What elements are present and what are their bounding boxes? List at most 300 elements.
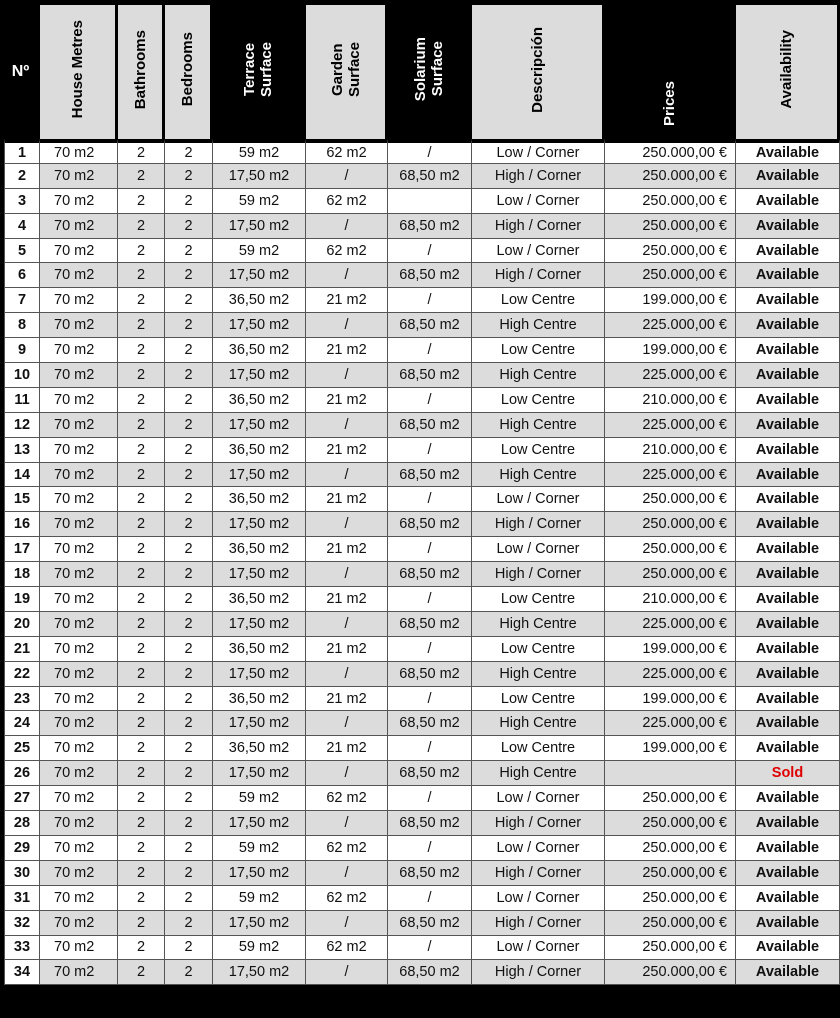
cell-availability: Available [736,338,840,363]
cell-number: 3 [4,189,40,214]
cell-house-metres: 70 m2 [40,463,118,488]
cell-house-metres: 70 m2 [40,438,118,463]
cell-garden-surface: / [306,911,388,936]
cell-house-metres: 70 m2 [40,736,118,761]
cell-garden-surface: 21 m2 [306,438,388,463]
cell-bedrooms: 2 [165,911,213,936]
cell-terrace-surface: 36,50 m2 [213,487,306,512]
table-row [4,761,840,786]
cell-descripcion: High Centre [472,711,605,736]
cell-solarium-surface: / [388,786,472,811]
table-header [4,5,840,139]
cell-availability: Available [736,537,840,562]
cell-solarium-surface: / [388,936,472,961]
cell-bedrooms: 2 [165,662,213,687]
cell-price: 210.000,00 € [605,388,736,413]
cell-bathrooms: 2 [118,288,165,313]
cell-bedrooms: 2 [165,288,213,313]
cell-garden-surface: 21 m2 [306,288,388,313]
cell-price: 250.000,00 € [605,836,736,861]
cell-terrace-surface: 17,50 m2 [213,911,306,936]
cell-descripcion: High / Corner [472,214,605,239]
cell-availability: Available [736,811,840,836]
cell-descripcion: Low Centre [472,736,605,761]
table-row [4,288,840,313]
cell-terrace-surface: 36,50 m2 [213,587,306,612]
cell-terrace-surface: 17,50 m2 [213,463,306,488]
cell-solarium-surface: 68,50 m2 [388,214,472,239]
cell-bedrooms: 2 [165,512,213,537]
cell-solarium-surface: / [388,288,472,313]
cell-price: 225.000,00 € [605,413,736,438]
table-row [4,463,840,488]
cell-number: 7 [4,288,40,313]
cell-number: 20 [4,612,40,637]
cell-garden-surface: / [306,512,388,537]
cell-bedrooms: 2 [165,313,213,338]
cell-house-metres: 70 m2 [40,936,118,961]
cell-bedrooms: 2 [165,263,213,288]
cell-price: 225.000,00 € [605,612,736,637]
cell-availability: Available [736,139,840,164]
cell-terrace-surface: 17,50 m2 [213,861,306,886]
cell-descripcion: Low / Corner [472,886,605,911]
cell-availability: Available [736,512,840,537]
cell-bedrooms: 2 [165,761,213,786]
cell-number: 1 [4,139,40,164]
cell-number: 12 [4,413,40,438]
cell-garden-surface: 62 m2 [306,189,388,214]
cell-number: 10 [4,363,40,388]
cell-terrace-surface: 17,50 m2 [213,164,306,189]
cell-terrace-surface: 59 m2 [213,886,306,911]
cell-number: 28 [4,811,40,836]
cell-number: 6 [4,263,40,288]
cell-descripcion: Low / Corner [472,139,605,164]
cell-garden-surface: 62 m2 [306,886,388,911]
cell-bathrooms: 2 [118,313,165,338]
table-row [4,338,840,363]
cell-garden-surface: 21 m2 [306,687,388,712]
cell-bathrooms: 2 [118,562,165,587]
cell-solarium-surface: 68,50 m2 [388,562,472,587]
cell-garden-surface: / [306,214,388,239]
table-row [4,363,840,388]
cell-price: 210.000,00 € [605,587,736,612]
cell-bedrooms: 2 [165,363,213,388]
cell-price: 250.000,00 € [605,936,736,961]
cell-solarium-surface: / [388,687,472,712]
cell-terrace-surface: 17,50 m2 [213,413,306,438]
cell-bedrooms: 2 [165,612,213,637]
cell-descripcion: Low Centre [472,438,605,463]
cell-availability: Available [736,214,840,239]
cell-price: 250.000,00 € [605,911,736,936]
cell-terrace-surface: 17,50 m2 [213,512,306,537]
cell-bathrooms: 2 [118,413,165,438]
cell-number: 22 [4,662,40,687]
cell-house-metres: 70 m2 [40,687,118,712]
cell-bathrooms: 2 [118,388,165,413]
header-bedrooms [165,5,213,139]
cell-garden-surface: 62 m2 [306,836,388,861]
header-bedrooms-label: Bedrooms [179,32,196,107]
cell-house-metres: 70 m2 [40,861,118,886]
cell-bedrooms: 2 [165,239,213,264]
cell-solarium-surface: / [388,886,472,911]
cell-solarium-surface: / [388,388,472,413]
cell-garden-surface: / [306,662,388,687]
cell-terrace-surface: 59 m2 [213,239,306,264]
cell-house-metres: 70 m2 [40,886,118,911]
cell-bathrooms: 2 [118,960,165,985]
cell-solarium-surface: / [388,239,472,264]
cell-solarium-surface: 68,50 m2 [388,960,472,985]
cell-availability: Available [736,886,840,911]
cell-descripcion: Low / Corner [472,239,605,264]
cell-availability: Available [736,960,840,985]
cell-price: 210.000,00 € [605,438,736,463]
cell-bathrooms: 2 [118,239,165,264]
cell-number: 14 [4,463,40,488]
cell-bathrooms: 2 [118,886,165,911]
table-row [4,487,840,512]
cell-terrace-surface: 17,50 m2 [213,313,306,338]
cell-price: 225.000,00 € [605,363,736,388]
cell-house-metres: 70 m2 [40,239,118,264]
header-garden-surface [306,5,388,139]
cell-availability: Available [736,612,840,637]
cell-bedrooms: 2 [165,936,213,961]
header-house-metres-label: House Metres [69,20,86,119]
cell-house-metres: 70 m2 [40,487,118,512]
cell-descripcion: Low Centre [472,687,605,712]
cell-bedrooms: 2 [165,687,213,712]
cell-price: 250.000,00 € [605,214,736,239]
cell-house-metres: 70 m2 [40,960,118,985]
cell-terrace-surface: 17,50 m2 [213,811,306,836]
cell-garden-surface: / [306,164,388,189]
cell-garden-surface: / [306,463,388,488]
table-row [4,960,840,985]
cell-garden-surface: / [306,263,388,288]
table-row [4,587,840,612]
cell-number: 15 [4,487,40,512]
cell-bathrooms: 2 [118,637,165,662]
cell-number: 21 [4,637,40,662]
cell-bedrooms: 2 [165,960,213,985]
header-bathrooms [118,5,165,139]
cell-availability: Available [736,687,840,712]
cell-bedrooms: 2 [165,214,213,239]
cell-garden-surface: / [306,811,388,836]
cell-descripcion: High Centre [472,761,605,786]
cell-bathrooms: 2 [118,164,165,189]
header-house-metres [40,5,118,139]
cell-number: 4 [4,214,40,239]
cell-garden-surface: / [306,562,388,587]
cell-price: 250.000,00 € [605,189,736,214]
cell-house-metres: 70 m2 [40,612,118,637]
cell-bathrooms: 2 [118,662,165,687]
table-row [4,911,840,936]
cell-price: 250.000,00 € [605,861,736,886]
table-row [4,214,840,239]
cell-price: 250.000,00 € [605,263,736,288]
table-row [4,139,840,164]
cell-price: 199.000,00 € [605,637,736,662]
cell-availability: Available [736,463,840,488]
cell-price: 250.000,00 € [605,239,736,264]
cell-house-metres: 70 m2 [40,363,118,388]
cell-descripcion: High / Corner [472,562,605,587]
cell-price: 250.000,00 € [605,886,736,911]
cell-descripcion: High Centre [472,313,605,338]
cell-descripcion: High Centre [472,463,605,488]
cell-bathrooms: 2 [118,761,165,786]
cell-bathrooms: 2 [118,612,165,637]
cell-price: 199.000,00 € [605,288,736,313]
header-garden-surface-label: Garden Surface [328,41,363,98]
cell-number: 32 [4,911,40,936]
cell-bedrooms: 2 [165,587,213,612]
cell-solarium-surface: 68,50 m2 [388,512,472,537]
cell-bathrooms: 2 [118,338,165,363]
cell-house-metres: 70 m2 [40,214,118,239]
cell-price: 199.000,00 € [605,338,736,363]
cell-number: 24 [4,711,40,736]
cell-descripcion: High Centre [472,662,605,687]
cell-availability: Available [736,836,840,861]
availability-table [4,5,840,985]
cell-number: 8 [4,313,40,338]
table-row [4,662,840,687]
cell-garden-surface: / [306,313,388,338]
cell-terrace-surface: 59 m2 [213,139,306,164]
cell-availability: Available [736,911,840,936]
cell-availability: Available [736,388,840,413]
cell-bedrooms: 2 [165,736,213,761]
cell-terrace-surface: 17,50 m2 [213,960,306,985]
cell-descripcion: Low Centre [472,637,605,662]
cell-descripcion: High Centre [472,612,605,637]
cell-garden-surface: 21 m2 [306,338,388,363]
cell-house-metres: 70 m2 [40,637,118,662]
cell-price: 225.000,00 € [605,463,736,488]
cell-number: 17 [4,537,40,562]
cell-bathrooms: 2 [118,936,165,961]
cell-bedrooms: 2 [165,388,213,413]
cell-house-metres: 70 m2 [40,263,118,288]
cell-terrace-surface: 36,50 m2 [213,438,306,463]
cell-descripcion: Low / Corner [472,537,605,562]
cell-terrace-surface: 36,50 m2 [213,537,306,562]
cell-garden-surface: 21 m2 [306,637,388,662]
table-row [4,637,840,662]
table-row [4,164,840,189]
cell-bathrooms: 2 [118,736,165,761]
cell-solarium-surface [388,189,472,214]
cell-garden-surface: / [306,960,388,985]
cell-bathrooms: 2 [118,811,165,836]
cell-availability: Available [736,239,840,264]
cell-bedrooms: 2 [165,189,213,214]
cell-availability: Sold [736,761,840,786]
cell-terrace-surface: 59 m2 [213,786,306,811]
cell-terrace-surface: 17,50 m2 [213,662,306,687]
cell-terrace-surface: 59 m2 [213,936,306,961]
cell-descripcion: High Centre [472,413,605,438]
cell-house-metres: 70 m2 [40,413,118,438]
cell-price: 199.000,00 € [605,736,736,761]
cell-house-metres: 70 m2 [40,761,118,786]
header-prices-label: Prices [660,80,678,126]
cell-garden-surface: 62 m2 [306,139,388,164]
cell-garden-surface: 62 m2 [306,936,388,961]
header-availability-label: Availability [778,30,795,109]
cell-solarium-surface: 68,50 m2 [388,612,472,637]
cell-availability: Available [736,711,840,736]
cell-terrace-surface: 17,50 m2 [213,612,306,637]
table-row [4,512,840,537]
cell-bedrooms: 2 [165,861,213,886]
cell-terrace-surface: 59 m2 [213,836,306,861]
cell-bathrooms: 2 [118,711,165,736]
cell-bedrooms: 2 [165,811,213,836]
cell-availability: Available [736,438,840,463]
cell-price [605,761,736,786]
cell-price: 225.000,00 € [605,662,736,687]
cell-availability: Available [736,662,840,687]
cell-solarium-surface: 68,50 m2 [388,463,472,488]
cell-descripcion: Low Centre [472,338,605,363]
header-number-label: Nº [11,63,30,80]
cell-house-metres: 70 m2 [40,836,118,861]
cell-bedrooms: 2 [165,338,213,363]
cell-number: 5 [4,239,40,264]
cell-bedrooms: 2 [165,836,213,861]
cell-bathrooms: 2 [118,438,165,463]
cell-availability: Available [736,263,840,288]
cell-number: 25 [4,736,40,761]
cell-house-metres: 70 m2 [40,313,118,338]
cell-price: 250.000,00 € [605,139,736,164]
cell-house-metres: 70 m2 [40,786,118,811]
cell-bathrooms: 2 [118,836,165,861]
cell-availability: Available [736,587,840,612]
cell-bedrooms: 2 [165,537,213,562]
cell-bedrooms: 2 [165,886,213,911]
cell-descripcion: High Centre [472,363,605,388]
header-descripcion-label: Descripción [528,26,546,113]
cell-price: 250.000,00 € [605,811,736,836]
cell-descripcion: Low / Corner [472,189,605,214]
cell-terrace-surface: 36,50 m2 [213,288,306,313]
cell-descripcion: Low / Corner [472,836,605,861]
cell-price: 250.000,00 € [605,512,736,537]
cell-terrace-surface: 36,50 m2 [213,637,306,662]
cell-price: 250.000,00 € [605,537,736,562]
cell-solarium-surface: / [388,438,472,463]
cell-bathrooms: 2 [118,214,165,239]
header-number [4,5,40,139]
cell-availability: Available [736,861,840,886]
cell-bathrooms: 2 [118,687,165,712]
cell-descripcion: High / Corner [472,512,605,537]
cell-solarium-surface: 68,50 m2 [388,313,472,338]
cell-descripcion: Low / Corner [472,786,605,811]
table-row [4,886,840,911]
cell-number: 26 [4,761,40,786]
cell-descripcion: Low / Corner [472,487,605,512]
cell-availability: Available [736,164,840,189]
cell-garden-surface: / [306,761,388,786]
cell-number: 23 [4,687,40,712]
cell-garden-surface: 21 m2 [306,537,388,562]
cell-terrace-surface: 17,50 m2 [213,711,306,736]
cell-house-metres: 70 m2 [40,512,118,537]
table-row [4,537,840,562]
cell-house-metres: 70 m2 [40,711,118,736]
cell-bathrooms: 2 [118,911,165,936]
table-row [4,562,840,587]
cell-number: 27 [4,786,40,811]
table-row [4,786,840,811]
cell-availability: Available [736,736,840,761]
table-row [4,388,840,413]
cell-solarium-surface: 68,50 m2 [388,861,472,886]
cell-descripcion: High / Corner [472,911,605,936]
table-row [4,189,840,214]
cell-bathrooms: 2 [118,512,165,537]
cell-solarium-surface: 68,50 m2 [388,413,472,438]
table-row [4,313,840,338]
cell-bathrooms: 2 [118,487,165,512]
cell-bathrooms: 2 [118,363,165,388]
cell-descripcion: High / Corner [472,263,605,288]
cell-solarium-surface: / [388,338,472,363]
cell-terrace-surface: 17,50 m2 [213,562,306,587]
cell-garden-surface: 62 m2 [306,786,388,811]
cell-garden-surface: 21 m2 [306,487,388,512]
table-row [4,263,840,288]
cell-availability: Available [736,363,840,388]
table-row [4,239,840,264]
cell-house-metres: 70 m2 [40,388,118,413]
cell-house-metres: 70 m2 [40,911,118,936]
table-row [4,836,840,861]
cell-price: 199.000,00 € [605,687,736,712]
cell-price: 250.000,00 € [605,562,736,587]
cell-bedrooms: 2 [165,463,213,488]
cell-number: 9 [4,338,40,363]
cell-bathrooms: 2 [118,587,165,612]
cell-bathrooms: 2 [118,537,165,562]
header-terrace-surface-label: Terrace Surface [241,41,275,98]
cell-bedrooms: 2 [165,438,213,463]
cell-solarium-surface: / [388,637,472,662]
cell-garden-surface: 21 m2 [306,587,388,612]
header-prices [605,5,736,139]
cell-solarium-surface: 68,50 m2 [388,911,472,936]
header-descripcion [472,5,605,139]
cell-price: 225.000,00 € [605,313,736,338]
cell-solarium-surface: / [388,736,472,761]
cell-number: 30 [4,861,40,886]
header-solarium-surface [388,5,472,139]
cell-solarium-surface: 68,50 m2 [388,164,472,189]
cell-availability: Available [736,637,840,662]
